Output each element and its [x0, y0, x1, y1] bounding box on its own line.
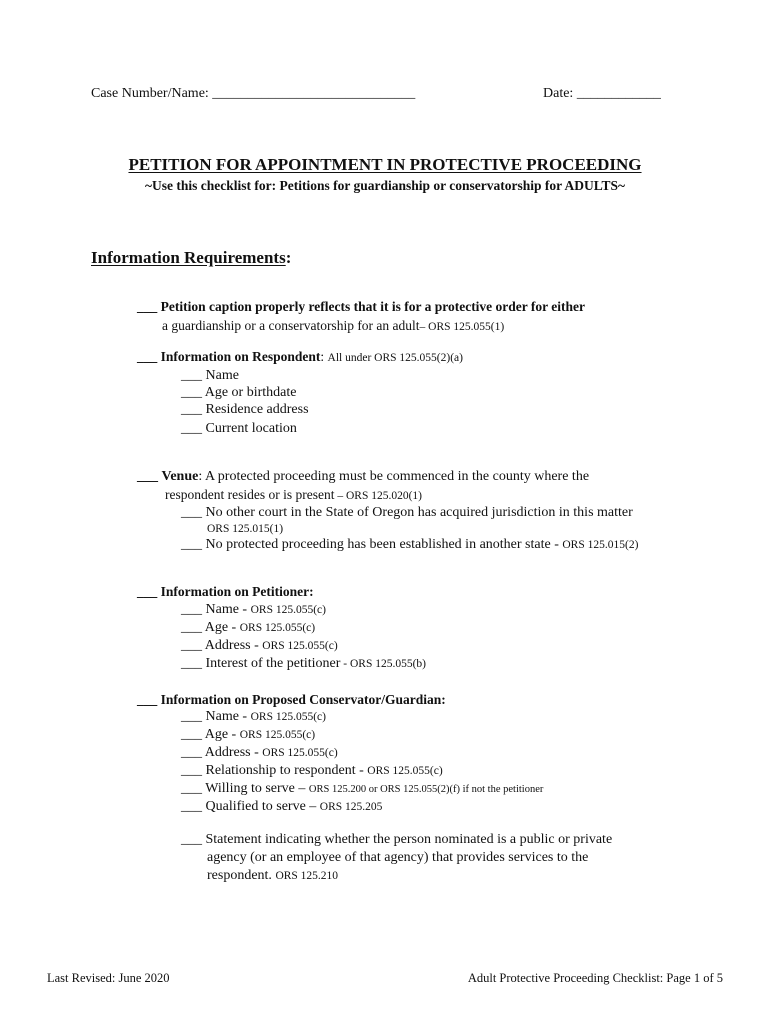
venue-cite: – ORS 125.020(1) [334, 490, 422, 502]
check-blank[interactable]: ___ [181, 537, 202, 552]
respondent-item-label: Age or birthdate [204, 385, 297, 400]
item-label: Name - [205, 709, 251, 724]
section-heading-colon: : [285, 248, 292, 267]
petitioner-item-interest[interactable] [181, 656, 426, 672]
venue-line2-row [165, 487, 422, 503]
check-blank[interactable]: ___ [137, 469, 158, 484]
proposed-item-qualified[interactable] [181, 799, 382, 815]
check-blank[interactable]: ___ [181, 709, 202, 724]
respondent-item-label: Current location [205, 421, 297, 436]
proposed-item-willing[interactable] [181, 781, 543, 797]
proposed-item-name[interactable] [181, 709, 326, 725]
checklist-item-petitioner[interactable] [137, 584, 314, 600]
caption-cite: – ORS 125.055(1) [419, 321, 505, 333]
item-cite: ORS 125.055(c) [262, 747, 338, 759]
venue-item1-cite: ORS 125.015(1) [207, 523, 284, 535]
page-title: PETITION FOR APPOINTMENT IN PROTECTIVE PROCEEDING [128, 155, 642, 174]
check-blank[interactable]: ___ [137, 584, 158, 599]
respondent-item-residence[interactable] [181, 402, 309, 418]
item-cite: ORS 125.055(c) [367, 765, 443, 777]
venue-item-no-other-state[interactable] [181, 537, 638, 553]
statement-cite: ORS 125.210 [275, 870, 339, 882]
statement-line3-row [207, 868, 338, 884]
statement-line3: respondent. [207, 868, 276, 883]
page-subtitle: ~Use this checklist for: Petitions for guardianship or conservatorship for ADULTS~ [144, 178, 626, 193]
date-label: Date: [543, 86, 574, 101]
check-blank[interactable]: ___ [137, 299, 158, 314]
respondent-cite: All under ORS 125.055(2)(a) [327, 352, 463, 364]
date-blank[interactable]: ____________ [576, 86, 661, 101]
statement-line1: Statement indicating whether the person nominated is a public or private [205, 832, 613, 847]
case-number-field[interactable] [91, 86, 415, 102]
check-blank[interactable]: ___ [181, 421, 202, 436]
venue-heading: Venue [161, 469, 199, 484]
checklist-item-respondent[interactable] [137, 349, 463, 365]
item-label: Age - [204, 620, 240, 635]
petitioner-heading: Information on Petitioner: [160, 584, 314, 599]
item-label: Willing to serve – [205, 781, 309, 796]
venue-item2-label: No protected proceeding has been established in another state - [205, 537, 563, 552]
venue-item1-label: No other court in the State of Oregon has acquired jurisdiction in this matter [205, 505, 633, 520]
item-label: Qualified to serve – [205, 799, 320, 814]
footer-page-info: Adult Protective Proceeding Checklist: Page 1 of 5 [467, 971, 723, 985]
check-blank[interactable]: ___ [181, 602, 202, 617]
check-blank[interactable]: ___ [181, 402, 202, 417]
item-cite: - ORS 125.055(b) [340, 658, 427, 670]
proposed-item-address[interactable] [181, 745, 338, 761]
petitioner-item-address[interactable] [181, 638, 338, 654]
checklist-item-caption[interactable] [137, 299, 585, 315]
item-cite: ORS 125.055(c) [239, 622, 316, 634]
respondent-item-label: Name [205, 368, 239, 383]
caption-line2-row [162, 318, 504, 334]
item-label: Address - [204, 745, 263, 760]
venue-item2-cite: ORS 125.015(2) [562, 539, 639, 551]
checklist-item-proposed[interactable] [137, 692, 446, 708]
check-blank[interactable]: ___ [181, 781, 202, 796]
section-heading-text: Information Requirements [91, 248, 286, 267]
venue-item-no-other-court[interactable] [181, 505, 633, 521]
proposed-heading: Information on Proposed Conservator/Guardian: [160, 692, 446, 707]
check-blank[interactable]: ___ [181, 620, 202, 635]
item-label: Relationship to respondent - [205, 763, 368, 778]
footer-last-revised: Last Revised: June 2020 [47, 971, 170, 985]
check-blank[interactable]: ___ [181, 638, 202, 653]
respondent-item-location[interactable] [181, 421, 297, 437]
respondent-heading-tail: : [320, 349, 328, 364]
proposed-item-relationship[interactable] [181, 763, 443, 779]
item-cite: ORS 125.055(c) [262, 640, 338, 652]
check-blank[interactable]: ___ [181, 832, 202, 847]
checklist-item-venue[interactable] [137, 469, 589, 485]
caption-line1: Petition caption properly reflects that it is for a protective order for either [160, 299, 586, 314]
check-blank[interactable]: ___ [137, 349, 158, 364]
petitioner-item-name[interactable] [181, 602, 326, 618]
respondent-item-name[interactable] [181, 368, 239, 384]
item-label: Name - [205, 602, 251, 617]
proposed-item-age[interactable] [181, 727, 315, 743]
respondent-item-label: Residence address [205, 402, 309, 417]
item-cite: ORS 125.055(c) [250, 604, 326, 616]
case-number-label: Case Number/Name: [91, 86, 209, 101]
case-number-blank[interactable]: _____________________________ [212, 86, 416, 101]
item-cite: ORS 125.205 [319, 801, 383, 813]
item-label: Interest of the petitioner [205, 656, 341, 671]
proposed-item-statement[interactable] [181, 832, 612, 848]
date-field[interactable] [543, 86, 661, 102]
check-blank[interactable]: ___ [181, 763, 202, 778]
item-label: Age - [204, 727, 240, 742]
check-blank[interactable]: ___ [181, 656, 202, 671]
statement-line2: agency (or an employee of that agency) that provides services to the [207, 850, 589, 865]
item-cite: ORS 125.200 or ORS 125.055(2)(f) if not the petitioner [308, 784, 544, 795]
check-blank[interactable]: ___ [181, 745, 202, 760]
check-blank[interactable]: ___ [181, 385, 202, 400]
item-cite: ORS 125.055(c) [239, 729, 316, 741]
item-cite: ORS 125.055(c) [250, 711, 326, 723]
caption-line2: a guardianship or a conservatorship for an adult [162, 318, 420, 333]
item-label: Address - [204, 638, 263, 653]
check-blank[interactable]: ___ [137, 692, 158, 707]
check-blank[interactable]: ___ [181, 799, 202, 814]
check-blank[interactable]: ___ [181, 368, 202, 383]
respondent-item-age[interactable] [181, 385, 296, 401]
check-blank[interactable]: ___ [181, 505, 202, 520]
venue-line1: : A protected proceeding must be commenced in the county where the [198, 469, 590, 484]
check-blank[interactable]: ___ [181, 727, 202, 742]
respondent-heading: Information on Respondent [160, 349, 321, 364]
petitioner-item-age[interactable] [181, 620, 315, 636]
venue-line2: respondent resides or is present [165, 487, 335, 502]
section-heading [91, 248, 291, 268]
